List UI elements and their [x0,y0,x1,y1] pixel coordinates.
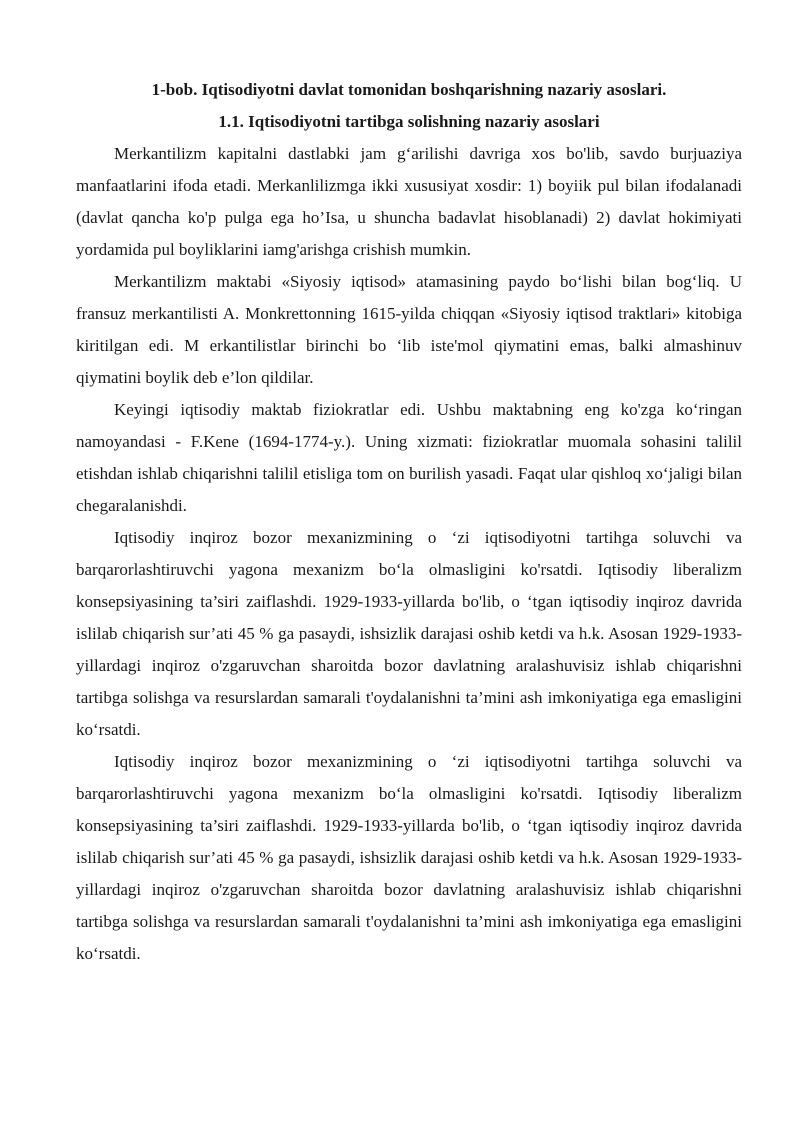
chapter-title: 1-bob. Iqtisodiyotni davlat tomonidan boshqarishning nazariy asoslari. [151,80,667,99]
document-body [76,74,742,970]
paragraph-2: Merkantilizm maktabi «Siyosiy iqtisod» atamasining paydo bo‘lishi bilan bog‘liq. U fransuz merkantilisti A. Monkrettonning 1615-yilda chiqqan «Siyosiy iqtisod traktlari» kitobiga kiritilgan edi. M erkantilistlar birinchi bo ‘lib iste'mol qiymatini emas, balki almashinuv qiymatini boylik deb e’lon qildilar. [76,272,742,387]
paragraph-3: Keyingi iqtisodiy maktab fiziokratlar edi. Ushbu maktabning eng ko'zga ko‘ringan namoyandasi - F.Kene (1694-1774-y.). Uning xizmati: fiziokratlar muomala sohasini talilil etishdan ishlab chiqarishni talilil etisliga tom on burilish yasadi. Faqat ular qishloq xo‘jaligi bilan chegaralanishdi. [76,400,742,515]
section-title: 1.1. Iqtisodiyotni tartibga solishning nazariy asoslari [218,112,600,131]
paragraph-5: Iqtisodiy inqiroz bozor mexanizmining o ‘zi iqtisodiyotni tartihga soluvchi va barqarorlashtiruvchi yagona mexanizm bo‘la olmasligini ko'rsatdi. Iqtisodiy liberalizm konsepsiyasining ta’siri zaiflashdi. 1929-1933-yillarda bo'lib, o ‘tgan iqtisodiy inqiroz davrida islilab chiqarish sur’ati 45 % ga pasaydi, ishsizlik darajasi oshib ketdi va h.k. Asosan 1929-1933- yillardagi inqiroz o'zgaruvchan sharoitda bozor davlatning aralashuvisiz ishlab chiqarishni tartibga solishga va resurslardan samarali t'oydalanishni ta’mini ash imkoniyatiga ega emasligini ko‘rsatdi. [76,752,742,963]
paragraph-4: Iqtisodiy inqiroz bozor mexanizmining o ‘zi iqtisodiyotni tartihga soluvchi va barqarorlashtiruvchi yagona mexanizm bo‘la olmasligini ko'rsatdi. Iqtisodiy liberalizm konsepsiyasining ta’siri zaiflashdi. 1929-1933-yillarda bo'lib, o ‘tgan iqtisodiy inqiroz davrida islilab chiqarish sur’ati 45 % ga pasaydi, ishsizlik darajasi oshib ketdi va h.k. Asosan 1929-1933- yillardagi inqiroz o'zgaruvchan sharoitda bozor davlatning aralashuvisiz ishlab chiqarishni tartibga solishga va resurslardan samarali t'oydalanishni ta’mini ash imkoniyatiga ega emasligini ko‘rsatdi. [76,528,742,739]
paragraph-1: Merkantilizm kapitalni dastlabki jam g‘arilishi davriga xos bo'lib, savdo burjuaziya manfaatlarini ifoda etadi. Merkanlilizmga ikki xususiyat xosdir: 1) boyiik pul bilan ifodalanadi (davlat qancha ko'p pulga ega ho’Isa, u shuncha badavlat hisoblanadi) 2) davlat hokimiyati yordamida pul boyliklarini iamg'arishga crishish mumkin. [76,144,742,259]
